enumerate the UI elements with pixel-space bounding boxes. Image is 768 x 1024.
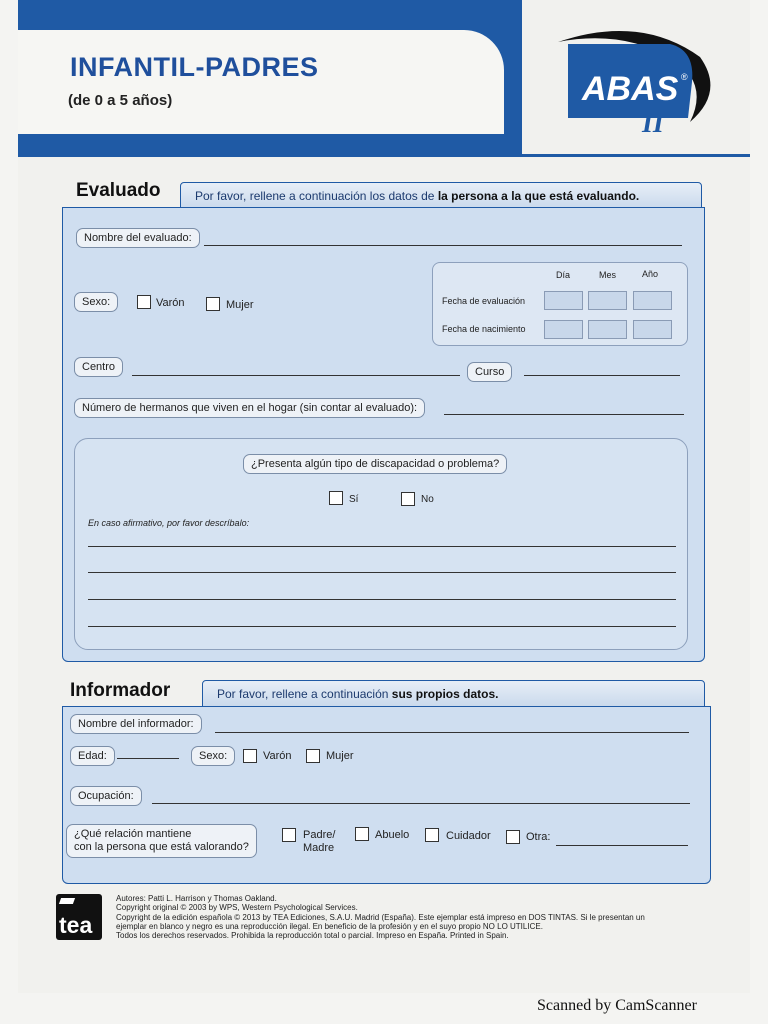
form-title: INFANTIL-PADRES [70,52,319,82]
ocupacion-field[interactable] [152,803,690,804]
scanner-watermark: Scanned by CamScanner [537,997,697,1014]
otra-field[interactable] [556,845,688,846]
relacion-line-1: ¿Qué relación mantiene [74,828,192,840]
curso-label: Curso [467,362,512,382]
tea-logo-text: tea [59,912,93,938]
varon-checkbox[interactable] [137,295,151,309]
footer-line: Todos los derechos reservados. Prohibida la reproducción total o parcial. Impreso en España. Printed in Spain. [116,931,509,941]
edad-label: Edad: [70,746,115,766]
evaluado-instruction-text: Por favor, rellene a continuación los datos de [195,189,438,203]
mujer-label: Mujer [226,299,254,311]
informador-mujer-checkbox[interactable] [306,749,320,763]
edad-field[interactable] [117,758,179,759]
si-checkbox[interactable] [329,491,343,505]
nombre-informador-field[interactable] [215,732,689,733]
form-sheet [18,0,750,993]
footer-line: Autores: Patti L. Harrison y Thomas Oakland. [116,894,277,903]
evaluado-instruction [180,182,702,210]
hermanos-label: Número de hermanos que viven en el hogar (sin contar al evaluado): [74,398,425,418]
footer-line: Copyright de la edición española © 2013 by TEA Ediciones, S.A.U. Madrid (España). Este ejemplar está impreso en DOS TINTAS. Si le presentan un [116,912,645,922]
otra-label: Otra: [526,831,551,843]
mes-header: Mes [599,270,617,280]
describa-label: En caso afirmativo, por favor descríbalo: [88,518,250,528]
footer-credits [116,894,726,940]
dia-header: Día [556,270,571,280]
relacion-line-2: con la persona que está valorando? [74,841,249,853]
nombre-evaluado-field[interactable] [204,245,682,246]
informador-mujer-label: Mujer [326,750,354,762]
footer-line: ejemplar en blanco y negro es una reproducción ilegal. En beneficio de la profesión y en el suyo propio NO LO UTILICE. [116,921,543,931]
nombre-evaluado-label: Nombre del evaluado: [76,228,200,248]
no-checkbox[interactable] [401,492,415,506]
informador-varon-label: Varón [263,750,292,762]
mujer-checkbox[interactable] [206,297,220,311]
form-subtitle: (de 0 a 5 años) [68,92,173,109]
evaluado-instruction-bold: la persona a la que está evaluando. [437,189,640,203]
abuelo-checkbox[interactable] [355,827,369,841]
fecha-evaluacion-ano[interactable] [633,291,672,310]
footer-line: Copyright original © 2003 by WPS, Western Psychological Services. [116,903,358,913]
abas-logo [550,22,720,142]
si-label: Sí [349,494,359,505]
otra-checkbox[interactable] [506,830,520,844]
informador-instruction [202,680,705,708]
cuidador-checkbox[interactable] [425,828,439,842]
ano-header: Año [642,269,659,279]
discapacidad-question: ¿Presenta algún tipo de discapacidad o problema? [243,454,507,474]
tea-logo [56,894,102,940]
cuidador-label: Cuidador [446,830,491,842]
varon-label: Varón [156,297,185,309]
padre-madre-checkbox[interactable] [282,828,296,842]
centro-label: Centro [74,357,123,377]
padre-madre-label [303,829,335,855]
fecha-nacimiento-mes[interactable] [588,320,627,339]
fecha-evaluacion-mes[interactable] [588,291,627,310]
nombre-informador-label: Nombre del informador: [70,714,202,734]
sexo-label: Sexo: [74,292,118,312]
no-label: No [421,494,434,505]
fecha-nacimiento-label: Fecha de nacimiento [442,324,526,334]
informador-sexo-label: Sexo: [191,746,235,766]
hermanos-field[interactable] [444,414,684,415]
curso-field[interactable] [524,375,680,376]
fecha-nacimiento-dia[interactable] [544,320,583,339]
fecha-evaluacion-dia[interactable] [544,291,583,310]
abuelo-label: Abuelo [375,829,410,841]
abas-logo-text: ABAS [582,70,679,108]
padre-text: Padre/ [303,829,336,841]
describa-line-2[interactable] [88,572,676,573]
fecha-evaluacion-label: Fecha de evaluación [442,296,526,306]
describa-line-4[interactable] [88,626,676,627]
centro-field[interactable] [132,375,460,376]
fecha-nacimiento-ano[interactable] [633,320,672,339]
ocupacion-label: Ocupación: [70,786,142,806]
describa-line-1[interactable] [88,546,676,547]
abas-logo-roman: II [642,108,664,139]
informador-tab: Informador [64,680,176,702]
informador-instruction-text: Por favor, rellene a continuación [217,687,392,701]
abas-logo-mark: ® [681,72,688,82]
relacion-label [66,824,257,858]
madre-text: Madre [303,842,335,854]
header-rule [18,154,750,157]
evaluado-tab: Evaluado [70,180,166,202]
describa-line-3[interactable] [88,599,676,600]
informador-instruction-bold: sus propios datos. [391,687,499,701]
informador-varon-checkbox[interactable] [243,749,257,763]
